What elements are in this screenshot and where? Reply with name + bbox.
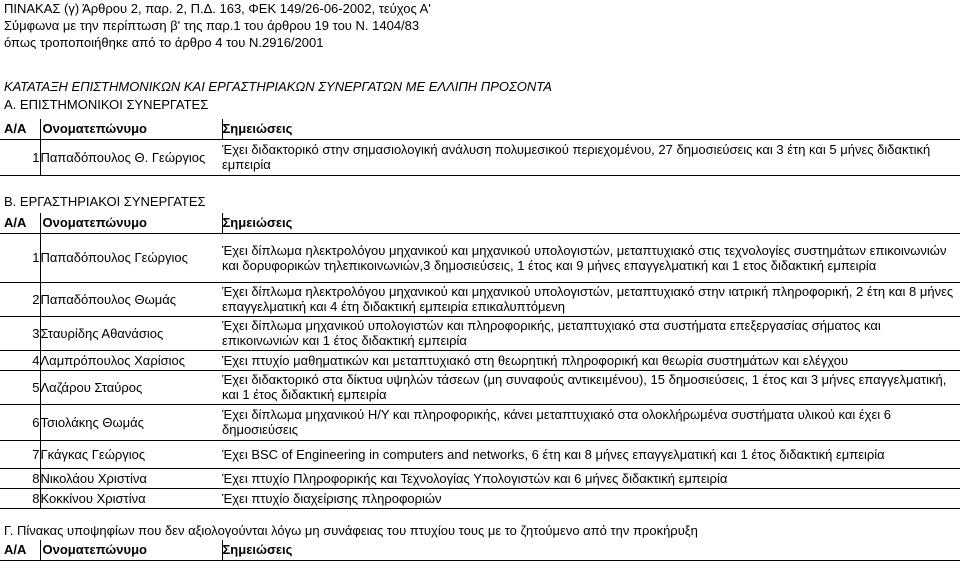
table-row	[0, 139, 960, 175]
section-c-table	[0, 540, 960, 561]
row-notes: Έχει δίπλωμα μηχανικού υπολογιστών και πληροφορικής, μεταπτυχιακό στα συστήματα επεξεργασίας σήματος και επικοινωνιών και 1 έτος διδακτική εμπειρία	[222, 316, 960, 350]
section-b-title: Β. ΕΡΓΑΣΤΗΡΙΑΚΟΙ ΣΥΝΕΡΓΑΤΕΣ	[4, 194, 206, 209]
column-header-notes: Σημειώσεις	[222, 119, 960, 139]
row-number: 1	[0, 233, 40, 282]
row-name: Παπαδόπουλος Θ. Γεώργιος	[40, 139, 222, 175]
row-notes: Έχει δίπλωμα ηλεκτρολόγου μηχανικού και μηχανικού υπολογιστών, μεταπτυχιακό στην ιατρική πληροφορική, 2 έτη και 8 μήνες επαγγελματική και 4 έτη διδακτική εμπειρία επικαλυπτόμενη	[222, 282, 960, 316]
column-header-num: Α/Α	[0, 119, 40, 139]
row-notes: Έχει διδακτορικό στην σημασιολογική ανάλυση πολυμεσικού περιεχομένου, 27 δημοσιεύσεις και 3 έτη και 5 μήνες διδακτική εμπειρία	[222, 139, 960, 175]
row-number: 3	[0, 316, 40, 350]
section-a-title: Α. ΕΠΙΣΤΗΜΟΝΙΚΟΙ ΣΥΝΕΡΓΑΤΕΣ	[4, 97, 209, 112]
row-name: Τσιολάκης Θωμάς	[40, 404, 222, 440]
row-notes: Έχει BSC of Engineering in computers and networks, 6 έτη και 8 μήνες επαγγελματική και 1 έτος διδακτική εμπειρία	[222, 440, 960, 468]
header-line-3: όπως τροποποιήθηκε από το άρθρο 4 του Ν.2916/2001	[4, 35, 324, 50]
section-b-header-row	[0, 213, 960, 233]
row-number: 2	[0, 282, 40, 316]
row-name: Κοκκίνου Χριστίνα	[40, 488, 222, 508]
document-title: ΚΑΤΑΤΑΞΗ ΕΠΙΣΤΗΜΟΝΙΚΩΝ ΚΑΙ ΕΡΓΑΣΤΗΡΙΑΚΩΝ ΣΥΝΕΡΓΑΤΩΝ ΜΕ ΕΛΛΙΠΗ ΠΡΟΣΟΝΤΑ	[4, 79, 552, 94]
table-row	[0, 316, 960, 350]
header-line-1: ΠΙΝΑΚΑΣ (γ) Άρθρου 2, παρ. 2, Π.Δ. 163, ΦΕΚ 149/26-06-2002, τεύχος Α'	[4, 1, 431, 16]
row-notes: Έχει διδακτορικό στα δίκτυα υψηλών τάσεων (μη συναφούς αντικειμένου), 15 δημοσιεύσεις, 1 έτος και 3 μήνες επαγγελματική, και 1 έτος διδακτική εμπειρία	[222, 370, 960, 404]
row-name: Γκάγκας Γεώργιος	[40, 440, 222, 468]
row-number: 5	[0, 370, 40, 404]
table-row	[0, 282, 960, 316]
row-number: 8	[0, 468, 40, 488]
table-row	[0, 370, 960, 404]
section-c-header-row	[0, 540, 960, 560]
row-notes: Έχει πτυχίο μαθηματικών και μεταπτυχιακό στη θεωρητική πληροφορική και θεωρία συστημάτων και ελέγχου	[222, 350, 960, 370]
column-header-notes: Σημειώσεις	[222, 540, 960, 560]
row-number: 6	[0, 404, 40, 440]
table-row	[0, 468, 960, 488]
section-b-table	[0, 213, 960, 509]
header-line-2: Σύμφωνα με την περίπτωση β' της παρ.1 του άρθρου 19 του Ν. 1404/83	[4, 18, 420, 33]
row-name: Λαμπρόπουλος Χαρίσιος	[40, 350, 222, 370]
column-header-notes: Σημειώσεις	[222, 213, 960, 233]
column-header-name: Ονοματεπώνυμο	[40, 213, 222, 233]
section-a-header-row	[0, 119, 960, 139]
column-header-num: Α/Α	[0, 540, 40, 560]
table-row	[0, 404, 960, 440]
row-notes: Έχει πτυχίο διαχείρισης πληροφοριών	[222, 488, 960, 508]
table-row	[0, 488, 960, 508]
row-notes: Έχει δίπλωμα μηχανικού Η/Υ και πληροφορικής, κάνει μεταπτυχιακό στα ολοκλήρωμένα συστήματα υλικού και έχει 6 δημοσιεύσεις	[222, 404, 960, 440]
row-name: Παπαδόπουλος Γεώργιος	[40, 233, 222, 282]
table-row	[0, 440, 960, 468]
row-name: Σταυρίδης Αθανάσιος	[40, 316, 222, 350]
column-header-name: Ονοματεπώνυμο	[40, 119, 222, 139]
column-header-name: Ονοματεπώνυμο	[40, 540, 222, 560]
table-row	[0, 233, 960, 282]
row-number: 8	[0, 488, 40, 508]
row-notes: Έχει πτυχίο Πληροφορικής και Τεχνολογίας Υπολογιστών και 6 μήνες διδακτική εμπειρία	[222, 468, 960, 488]
row-number: 7	[0, 440, 40, 468]
row-name: Παπαδόπουλος Θωμάς	[40, 282, 222, 316]
row-notes: Έχει δίπλωμα ηλεκτρολόγου μηχανικού και μηχανικού υπολογιστών, μεταπτυχιακό στις τεχνολογίες συστημάτων επικοινωνιών και δορυφορικών τηλεπικοινωνιών,3 δημοσιεύσεις, 1 έτος και 9 μήνες επαγγελματική και 1 ετος διδακτική εμπειρία	[222, 233, 960, 282]
row-name: Λαζάρου Σταύρος	[40, 370, 222, 404]
section-a-table	[0, 119, 960, 176]
column-header-num: Α/Α	[0, 213, 40, 233]
section-c-title: Γ. Πίνακας υποψηφίων που δεν αξιολογούνται λόγω μη συνάφειας του πτυχίου τους με το ζητούμενο από την προκήρυξη	[4, 523, 698, 538]
row-name: Νικολάου Χριστίνα	[40, 468, 222, 488]
table-row	[0, 350, 960, 370]
row-number: 4	[0, 350, 40, 370]
row-number: 1	[0, 139, 40, 175]
